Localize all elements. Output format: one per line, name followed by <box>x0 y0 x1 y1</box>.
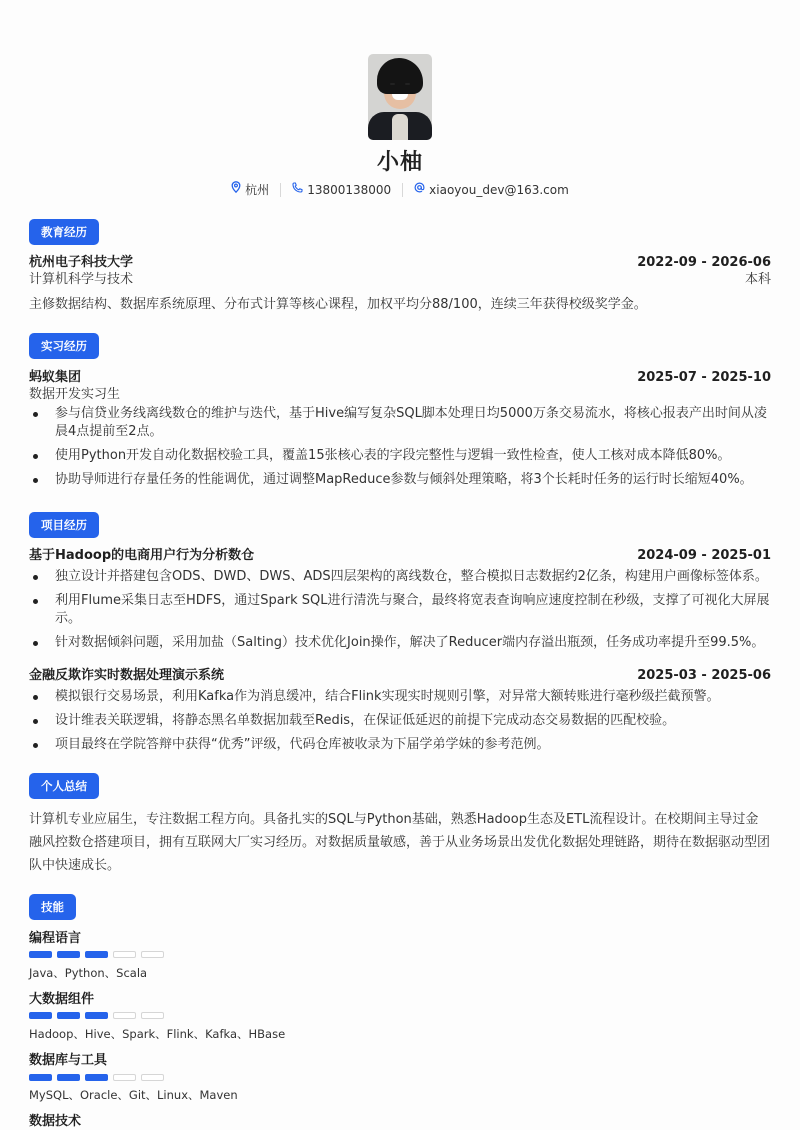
divider <box>280 183 281 197</box>
skill-description: Hadoop、Hive、Spark、Flink、Kafka、HBase <box>29 1027 286 1041</box>
project-title: 金融反欺诈实时数据处理演示系统 <box>29 668 225 683</box>
level-segment-filled <box>29 1012 52 1019</box>
list-item: 参与信贷业务线离线数仓的维护与迭代，基于Hive编写复杂SQL脚本处理日均5000万条交易流水，将核心报表产出时间从凌晨4点提前至2点。 <box>29 405 771 441</box>
avatar <box>368 54 432 140</box>
skill-level-bar <box>29 1074 164 1081</box>
divider <box>402 183 403 197</box>
candidate-name: 小柚 <box>376 150 423 175</box>
level-segment-filled <box>85 1074 108 1081</box>
project-bullets <box>29 688 771 754</box>
project-title: 基于Hadoop的电商用户行为分析数仓 <box>29 548 255 563</box>
project-period: 2025-03 - 2025-06 <box>637 668 771 683</box>
list-item: 利用Flume采集日志至HDFS，通过Spark SQL进行清洗与聚合，最终将宽表查询响应速度控制在秒级，支撑了可视化大屏展示。 <box>29 592 771 628</box>
photo-eye <box>405 83 410 85</box>
internship-entry-header <box>29 369 771 386</box>
summary-text: 计算机专业应届生，专注数据工程方向。具备扎实的SQL与Python基础，熟悉Hadoop生态及ETL流程设计。在校期间主导过金融风控数仓搭建项目，拥有互联网大厂实习经历。对数据质量敏感，善于从业务场景出发优化数据处理链路，期待在数据驱动型团队中快速成长。 <box>29 812 771 873</box>
skill-level-bar <box>29 951 164 958</box>
level-segment-filled <box>29 1074 52 1081</box>
skill-title: 数据库与工具 <box>29 1053 108 1068</box>
skill-title: 大数据组件 <box>29 992 95 1007</box>
resume-header <box>0 54 800 199</box>
list-item: 针对数据倾斜问题，采用加盐（Salting）技术优化Join操作，解决了Reducer端内存溢出瓶颈，任务成功率提升至99.5%。 <box>29 634 771 652</box>
project-entry-header <box>29 547 771 564</box>
list-item: 独立设计并搭建包含ODS、DWD、DWS、ADS四层架构的离线数仓，整合模拟日志数据约2亿条，构建用户画像标签体系。 <box>29 568 771 586</box>
level-segment-empty <box>113 951 136 958</box>
section-education-heading: 教育经历 <box>29 219 99 245</box>
level-segment-filled <box>85 1012 108 1019</box>
project-period: 2024-09 - 2025-01 <box>637 548 771 563</box>
level-segment-empty <box>141 1074 164 1081</box>
level-segment-filled <box>57 951 80 958</box>
skill-description: MySQL、Oracle、Git、Linux、Maven <box>29 1088 238 1102</box>
photo-eye <box>390 83 395 85</box>
list-item: 使用Python开发自动化数据校验工具，覆盖15张核心表的字段完整性与逻辑一致性检查，使人工核对成本降低80%。 <box>29 447 771 465</box>
level-segment-empty <box>141 951 164 958</box>
major: 计算机科学与技术 <box>29 272 134 287</box>
skill-level-bar <box>29 1012 164 1019</box>
email-text: xiaoyou_dev@163.com <box>429 183 569 197</box>
level-segment-empty <box>113 1074 136 1081</box>
internship-period: 2025-07 - 2025-10 <box>637 370 771 385</box>
project-bullets <box>29 568 771 652</box>
contact-location <box>231 181 269 199</box>
internship-entry-sub <box>29 386 771 403</box>
location-text: 杭州 <box>245 183 270 197</box>
education-description: 主修数据结构、数据库系统原理、分布式计算等核心课程，加权平均分88/100，连续三年获得校级奖学金。 <box>29 297 647 312</box>
company-name: 蚂蚁集团 <box>29 370 82 385</box>
list-item: 设计维表关联逻辑，将静态黑名单数据加载至Redis，在保证低延迟的前提下完成动态交易数据的匹配校验。 <box>29 712 771 730</box>
list-item: 协助导师进行存量任务的性能调优，通过调整MapReduce参数与倾斜处理策略，将3个长耗时任务的运行时长缩短40%。 <box>29 471 771 489</box>
phone-text: 13800138000 <box>307 183 392 197</box>
education-entry-header <box>29 254 771 271</box>
level-segment-filled <box>57 1012 80 1019</box>
photo-hair <box>377 58 423 94</box>
internship-bullets <box>29 405 771 489</box>
list-item: 模拟银行交易场景，利用Kafka作为消息缓冲，结合Flink实现实时规则引擎，对异常大额转账进行毫秒级拦截预警。 <box>29 688 771 706</box>
skill-description: Java、Python、Scala <box>29 966 148 980</box>
level-segment-filled <box>85 951 108 958</box>
project-entry-header <box>29 667 771 684</box>
level-segment-filled <box>57 1074 80 1081</box>
job-role: 数据开发实习生 <box>29 387 121 402</box>
level-segment-empty <box>113 1012 136 1019</box>
education-entry-sub <box>29 271 771 288</box>
section-skills-heading: 技能 <box>29 894 76 920</box>
level-segment-empty <box>141 1012 164 1019</box>
contact-phone[interactable] <box>292 181 391 199</box>
section-summary-heading: 个人总结 <box>29 773 99 799</box>
level-segment-filled <box>29 951 52 958</box>
school-name: 杭州电子科技大学 <box>29 255 134 270</box>
degree: 本科 <box>744 272 771 287</box>
section-internship-heading: 实习经历 <box>29 333 99 359</box>
section-projects-heading: 项目经历 <box>29 512 99 538</box>
location-pin-icon <box>231 181 241 199</box>
contact-email[interactable] <box>414 181 569 199</box>
phone-icon <box>292 181 303 199</box>
skill-title: 数据技术 <box>29 1114 82 1129</box>
list-item: 项目最终在学院答辩中获得“优秀”评级，代码仓库被收录为下届学弟学妹的参考范例。 <box>29 736 771 754</box>
education-period: 2022-09 - 2026-06 <box>637 255 771 270</box>
at-sign-icon <box>414 181 425 199</box>
contact-info <box>0 181 800 199</box>
photo-shirt <box>392 114 408 140</box>
skill-title: 编程语言 <box>29 931 82 946</box>
